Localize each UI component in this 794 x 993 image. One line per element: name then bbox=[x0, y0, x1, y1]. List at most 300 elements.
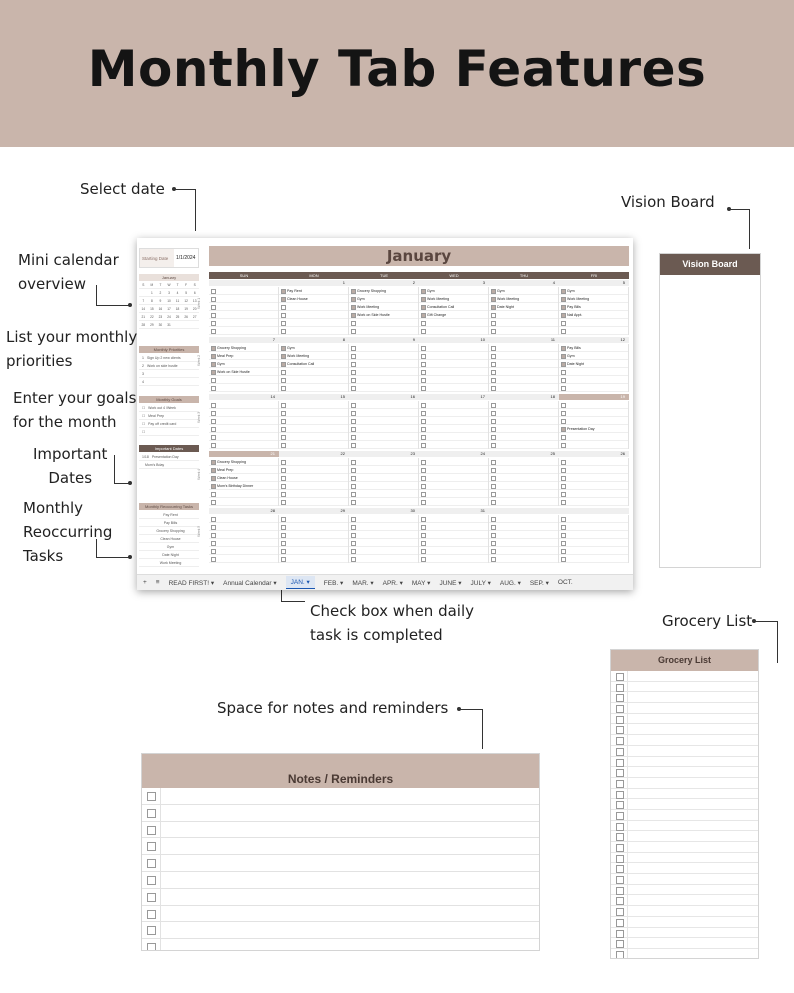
task-checkbox-cell[interactable]: Consultation Call bbox=[279, 360, 348, 368]
task-checkbox-cell[interactable] bbox=[489, 327, 558, 335]
mini-date-cell[interactable]: 25 bbox=[173, 313, 182, 321]
task-checkbox-cell[interactable] bbox=[349, 441, 418, 449]
sheet-tab[interactable]: MAR. ▾ bbox=[352, 579, 374, 587]
notes-checkbox-row[interactable] bbox=[142, 906, 539, 923]
task-checkbox-cell[interactable] bbox=[559, 401, 628, 409]
task-checkbox-cell[interactable] bbox=[559, 417, 628, 425]
task-checkbox-cell[interactable] bbox=[349, 327, 418, 335]
mini-date-cell[interactable]: 26 bbox=[182, 313, 191, 321]
task-checkbox-cell[interactable] bbox=[559, 555, 628, 563]
mini-date-cell[interactable]: 30 bbox=[156, 321, 165, 329]
grocery-list-title: Grocery List bbox=[611, 650, 758, 671]
grocery-checkbox-row[interactable] bbox=[611, 671, 758, 682]
task-checkbox-cell[interactable] bbox=[209, 555, 278, 563]
task-checkbox-cell[interactable] bbox=[419, 555, 488, 563]
mini-date-cell[interactable]: 7 bbox=[139, 297, 148, 305]
task-checkbox-cell[interactable]: Gym bbox=[489, 287, 558, 295]
task-checkbox-cell[interactable] bbox=[349, 555, 418, 563]
task-checkbox-cell[interactable] bbox=[559, 474, 628, 482]
recurring-task[interactable]: Date Night bbox=[139, 551, 199, 559]
notes-checkbox-row[interactable] bbox=[142, 939, 539, 951]
task-checkbox-cell[interactable] bbox=[419, 490, 488, 498]
task-checkbox-cell[interactable] bbox=[349, 482, 418, 490]
grocery-checkbox-row[interactable] bbox=[611, 906, 758, 917]
task-checkbox-cell[interactable] bbox=[209, 287, 278, 295]
starting-date-value[interactable]: 1/1/2024 bbox=[176, 255, 196, 261]
sheet-tab[interactable]: OCT. bbox=[557, 579, 573, 586]
task-checkbox-cell[interactable] bbox=[349, 417, 418, 425]
task-checkbox-cell[interactable] bbox=[489, 417, 558, 425]
task-checkbox-cell[interactable] bbox=[279, 433, 348, 441]
task-checkbox-cell[interactable] bbox=[209, 433, 278, 441]
task-checkbox-cell[interactable] bbox=[559, 368, 628, 376]
task-checkbox-cell[interactable] bbox=[559, 539, 628, 547]
task-checkbox-cell[interactable] bbox=[489, 482, 558, 490]
task-checkbox-cell[interactable] bbox=[419, 384, 488, 392]
task-checkbox-cell[interactable] bbox=[209, 441, 278, 449]
mini-date-cell[interactable]: 29 bbox=[148, 321, 157, 329]
mini-date-cell[interactable]: 20 bbox=[190, 305, 199, 313]
task-checkbox-cell[interactable] bbox=[419, 327, 488, 335]
sheet-tab[interactable]: Annual Calendar ▾ bbox=[223, 579, 277, 587]
task-checkbox-cell[interactable] bbox=[419, 401, 488, 409]
task-checkbox-cell[interactable] bbox=[349, 319, 418, 327]
mini-date-cell[interactable]: 12 bbox=[182, 297, 191, 305]
grocery-checkbox-row[interactable] bbox=[611, 746, 758, 757]
mini-date-cell[interactable]: 16 bbox=[156, 305, 165, 313]
task-checkbox-cell[interactable] bbox=[279, 441, 348, 449]
mini-date-cell[interactable]: 15 bbox=[148, 305, 157, 313]
task-checkbox-cell[interactable] bbox=[279, 466, 348, 474]
grocery-checkbox-row[interactable] bbox=[611, 724, 758, 735]
task-checkbox-cell[interactable]: Work Meeting bbox=[489, 295, 558, 303]
task-checkbox-cell[interactable] bbox=[349, 409, 418, 417]
task-checkbox-cell[interactable] bbox=[209, 295, 278, 303]
sheet-tab[interactable]: JAN. ▾ bbox=[286, 576, 315, 589]
grocery-checkbox-row[interactable] bbox=[611, 938, 758, 949]
task-checkbox-cell[interactable]: Work Meeting bbox=[349, 303, 418, 311]
task-checkbox-cell[interactable] bbox=[419, 344, 488, 352]
task-checkbox-cell[interactable]: Mom's Birthday Dinner bbox=[209, 482, 278, 490]
grocery-checkbox-row[interactable] bbox=[611, 895, 758, 906]
sheet-tab[interactable]: JULY ▾ bbox=[470, 579, 491, 587]
task-checkbox-cell[interactable] bbox=[419, 458, 488, 466]
sheet-tab[interactable]: FEB. ▾ bbox=[323, 579, 344, 587]
notes-checkbox-row[interactable] bbox=[142, 872, 539, 889]
task-checkbox-cell[interactable] bbox=[279, 482, 348, 490]
recurring-task[interactable]: Clean House bbox=[139, 535, 199, 543]
task-checkbox-cell[interactable] bbox=[489, 523, 558, 531]
task-checkbox-cell[interactable] bbox=[489, 319, 558, 327]
task-checkbox-cell[interactable] bbox=[489, 531, 558, 539]
task-checkbox-cell[interactable] bbox=[279, 303, 348, 311]
task-checkbox-cell[interactable]: Gym bbox=[559, 287, 628, 295]
task-checkbox-cell[interactable]: Grocery Shopping bbox=[209, 344, 278, 352]
task-checkbox-cell[interactable] bbox=[489, 555, 558, 563]
task-checkbox-cell[interactable]: Presentation Day bbox=[559, 425, 628, 433]
task-checkbox-cell[interactable]: Meal Prep bbox=[209, 352, 278, 360]
task-checkbox-cell[interactable] bbox=[349, 425, 418, 433]
priority-text: Sign Up 2 new clients bbox=[146, 356, 181, 360]
task-checkbox-cell[interactable]: Gym bbox=[349, 295, 418, 303]
mini-date-cell[interactable]: 2 bbox=[156, 289, 165, 297]
task-checkbox-cell[interactable] bbox=[489, 441, 558, 449]
task-checkbox-cell[interactable]: Pay Bills bbox=[559, 303, 628, 311]
mini-date-cell[interactable]: 18 bbox=[173, 305, 182, 313]
mini-date-cell[interactable]: 22 bbox=[148, 313, 157, 321]
task-checkbox-cell[interactable] bbox=[279, 474, 348, 482]
task-checkbox-cell[interactable] bbox=[419, 417, 488, 425]
task-checkbox-cell[interactable] bbox=[419, 523, 488, 531]
task-checkbox-cell[interactable] bbox=[559, 466, 628, 474]
task-checkbox-cell[interactable] bbox=[349, 458, 418, 466]
task-checkbox-cell[interactable] bbox=[279, 490, 348, 498]
task-checkbox-cell[interactable] bbox=[349, 466, 418, 474]
task-checkbox-cell[interactable] bbox=[209, 319, 278, 327]
mini-date-cell[interactable]: 4 bbox=[173, 289, 182, 297]
grocery-checkbox-row[interactable] bbox=[611, 789, 758, 800]
task-checkbox-cell[interactable] bbox=[489, 344, 558, 352]
task-checkbox-cell[interactable] bbox=[209, 401, 278, 409]
day-column bbox=[209, 344, 279, 392]
notes-checkbox-row[interactable] bbox=[142, 788, 539, 805]
task-checkbox-cell[interactable] bbox=[349, 490, 418, 498]
task-checkbox-cell[interactable]: Gift Change bbox=[419, 311, 488, 319]
day-number: 14 bbox=[270, 394, 275, 399]
day-column bbox=[559, 458, 629, 506]
task-checkbox-cell[interactable]: Pay Bills bbox=[559, 344, 628, 352]
mini-date-cell[interactable]: 19 bbox=[182, 305, 191, 313]
task-checkbox-cell[interactable] bbox=[209, 327, 278, 335]
goal-row[interactable] bbox=[139, 412, 199, 420]
mini-date-cell[interactable]: 31 bbox=[165, 321, 174, 329]
mini-date-cell[interactable]: 21 bbox=[139, 313, 148, 321]
goal-row[interactable] bbox=[139, 428, 199, 436]
priority-row[interactable] bbox=[139, 378, 199, 386]
checkbox-icon[interactable]: ☐ bbox=[142, 406, 146, 410]
task-checkbox-cell[interactable] bbox=[279, 515, 348, 523]
mini-date-cell[interactable]: 10 bbox=[165, 297, 174, 305]
task-checkbox-cell[interactable] bbox=[279, 376, 348, 384]
task-checkbox-cell[interactable] bbox=[419, 409, 488, 417]
priority-row[interactable] bbox=[139, 370, 199, 378]
task-checkbox-cell[interactable] bbox=[489, 368, 558, 376]
day-number: 16 bbox=[410, 394, 415, 399]
task-checkbox-cell[interactable] bbox=[349, 547, 418, 555]
task-checkbox-cell[interactable] bbox=[279, 327, 348, 335]
task-checkbox-cell[interactable] bbox=[279, 539, 348, 547]
task-checkbox-cell[interactable] bbox=[419, 319, 488, 327]
sheet-tab[interactable]: READ FIRST! ▾ bbox=[168, 579, 215, 587]
day-number: 7 bbox=[272, 337, 275, 342]
mini-date-cell[interactable]: 5 bbox=[182, 289, 191, 297]
task-checkbox-cell[interactable] bbox=[279, 531, 348, 539]
notes-checkbox-row[interactable] bbox=[142, 805, 539, 822]
task-checkbox-cell[interactable]: Grocery Shopping bbox=[349, 287, 418, 295]
task-checkbox-cell[interactable]: Work Meeting bbox=[419, 295, 488, 303]
grocery-checkbox-row[interactable] bbox=[611, 885, 758, 896]
task-checkbox-cell[interactable] bbox=[489, 376, 558, 384]
task-checkbox-cell[interactable] bbox=[559, 523, 628, 531]
task-checkbox-cell[interactable] bbox=[209, 425, 278, 433]
task-checkbox-cell[interactable] bbox=[349, 384, 418, 392]
task-checkbox-cell[interactable] bbox=[349, 360, 418, 368]
task-checkbox-cell[interactable] bbox=[349, 368, 418, 376]
task-checkbox-cell[interactable] bbox=[209, 417, 278, 425]
task-checkbox-cell[interactable] bbox=[209, 531, 278, 539]
grocery-checkbox-row[interactable] bbox=[611, 863, 758, 874]
task-checkbox-cell[interactable] bbox=[209, 490, 278, 498]
recurring-task[interactable]: Gym bbox=[139, 543, 199, 551]
sheet-tab[interactable]: SEP. ▾ bbox=[529, 579, 549, 587]
task-checkbox-cell[interactable] bbox=[349, 531, 418, 539]
task-checkbox-cell[interactable] bbox=[279, 401, 348, 409]
mini-date-cell[interactable]: 9 bbox=[156, 297, 165, 305]
task-checkbox-cell[interactable]: Date Night bbox=[559, 360, 628, 368]
task-checkbox-cell[interactable] bbox=[419, 482, 488, 490]
task-checkbox-cell[interactable] bbox=[559, 490, 628, 498]
grocery-checkbox-row[interactable] bbox=[611, 799, 758, 810]
task-checkbox-cell[interactable]: Gym bbox=[279, 344, 348, 352]
task-checkbox-cell[interactable] bbox=[489, 490, 558, 498]
task-checkbox-cell[interactable] bbox=[559, 482, 628, 490]
task-checkbox-cell[interactable] bbox=[209, 515, 278, 523]
task-checkbox-cell[interactable] bbox=[489, 458, 558, 466]
task-checkbox-cell[interactable] bbox=[209, 523, 278, 531]
important-date-text: Presentation Day bbox=[151, 455, 179, 459]
task-checkbox-cell[interactable] bbox=[279, 458, 348, 466]
goal-row[interactable] bbox=[139, 420, 199, 428]
grocery-checkbox-row[interactable] bbox=[611, 767, 758, 778]
sheet-tab[interactable]: JUNE ▾ bbox=[439, 579, 462, 587]
goal-row[interactable] bbox=[139, 404, 199, 412]
task-checkbox-cell[interactable] bbox=[419, 368, 488, 376]
task-checkbox-cell[interactable] bbox=[419, 425, 488, 433]
grocery-checkbox-row[interactable] bbox=[611, 831, 758, 842]
sheet-tabs-bar bbox=[137, 574, 633, 590]
task-checkbox-cell[interactable] bbox=[489, 547, 558, 555]
task-checkbox-cell[interactable] bbox=[349, 344, 418, 352]
task-checkbox-cell[interactable] bbox=[419, 515, 488, 523]
callout-text: Check box when daily bbox=[310, 602, 474, 620]
mini-date-cell[interactable]: 11 bbox=[173, 297, 182, 305]
task-checkbox-cell[interactable] bbox=[559, 531, 628, 539]
task-checkbox-cell[interactable] bbox=[349, 352, 418, 360]
task-checkbox-cell[interactable] bbox=[279, 311, 348, 319]
task-checkbox-cell[interactable]: Gym bbox=[209, 360, 278, 368]
task-checkbox-cell[interactable] bbox=[209, 498, 278, 506]
task-checkbox-cell[interactable] bbox=[209, 384, 278, 392]
mini-date-cell[interactable]: 13 bbox=[190, 297, 199, 305]
sheet-tab[interactable]: + bbox=[143, 579, 147, 586]
sheet-tab[interactable]: APR. ▾ bbox=[382, 579, 403, 587]
notes-checkbox-row[interactable] bbox=[142, 838, 539, 855]
task-checkbox-cell[interactable] bbox=[209, 547, 278, 555]
important-date-row[interactable] bbox=[139, 453, 199, 461]
grocery-checkbox-row[interactable] bbox=[611, 714, 758, 725]
task-checkbox-cell[interactable] bbox=[489, 515, 558, 523]
grocery-checkbox-row[interactable] bbox=[611, 757, 758, 768]
grocery-checkbox-row[interactable] bbox=[611, 821, 758, 832]
task-checkbox-cell[interactable] bbox=[349, 401, 418, 409]
task-checkbox-cell[interactable] bbox=[349, 376, 418, 384]
day-column bbox=[559, 344, 629, 392]
task-checkbox-cell[interactable] bbox=[489, 409, 558, 417]
task-checkbox-cell[interactable] bbox=[419, 539, 488, 547]
task-checkbox-cell[interactable] bbox=[279, 319, 348, 327]
grocery-checkbox-row[interactable] bbox=[611, 703, 758, 714]
grocery-checkbox-row[interactable] bbox=[611, 810, 758, 821]
task-checkbox-cell[interactable] bbox=[419, 547, 488, 555]
grocery-checkbox-row[interactable] bbox=[611, 692, 758, 703]
task-checkbox-cell[interactable] bbox=[489, 466, 558, 474]
task-checkbox-cell[interactable] bbox=[419, 474, 488, 482]
task-checkbox-cell[interactable] bbox=[349, 498, 418, 506]
mini-date-cell[interactable]: 6 bbox=[190, 289, 199, 297]
task-checkbox-cell[interactable] bbox=[279, 425, 348, 433]
task-checkbox-cell[interactable] bbox=[209, 409, 278, 417]
mini-date-cell[interactable]: 28 bbox=[139, 321, 148, 329]
grocery-checkbox-row[interactable] bbox=[611, 949, 758, 959]
task-checkbox-cell[interactable] bbox=[419, 498, 488, 506]
notes-checkbox-row[interactable] bbox=[142, 822, 539, 839]
task-checkbox-cell[interactable] bbox=[279, 384, 348, 392]
notes-checkbox-row[interactable] bbox=[142, 855, 539, 872]
task-checkbox-cell[interactable]: Meal Prep bbox=[209, 466, 278, 474]
mini-date-cell[interactable]: 3 bbox=[165, 289, 174, 297]
task-checkbox-cell[interactable] bbox=[559, 498, 628, 506]
task-checkbox-cell[interactable]: Clean House bbox=[209, 474, 278, 482]
priority-row[interactable] bbox=[139, 362, 199, 370]
task-checkbox-cell[interactable] bbox=[419, 376, 488, 384]
task-checkbox-cell[interactable] bbox=[489, 352, 558, 360]
task-checkbox-cell[interactable] bbox=[349, 515, 418, 523]
task-checkbox-cell[interactable]: Gym bbox=[419, 287, 488, 295]
task-checkbox-cell[interactable] bbox=[419, 352, 488, 360]
task-checkbox-cell[interactable]: Work on Side Hustle bbox=[209, 368, 278, 376]
task-checkbox-cell[interactable] bbox=[489, 360, 558, 368]
task-checkbox-cell[interactable]: Pay Rent bbox=[279, 287, 348, 295]
task-checkbox-cell[interactable] bbox=[209, 303, 278, 311]
checkbox-icon[interactable]: ☐ bbox=[142, 422, 146, 426]
recurring-task[interactable]: Grocery Shopping bbox=[139, 527, 199, 535]
priority-number: 1 bbox=[142, 356, 144, 360]
mini-date-cell[interactable]: 14 bbox=[139, 305, 148, 313]
task-checkbox-cell[interactable] bbox=[559, 547, 628, 555]
grocery-checkbox-row[interactable] bbox=[611, 842, 758, 853]
task-checkbox-cell[interactable]: Grocery Shopping bbox=[209, 458, 278, 466]
task-checkbox-cell[interactable]: Clean House bbox=[279, 295, 348, 303]
task-checkbox-cell[interactable] bbox=[349, 474, 418, 482]
task-checkbox-cell[interactable] bbox=[279, 555, 348, 563]
task-checkbox-cell[interactable] bbox=[279, 368, 348, 376]
checkbox-icon[interactable]: ☐ bbox=[142, 430, 146, 434]
task-checkbox-cell[interactable] bbox=[559, 433, 628, 441]
grocery-checkbox-row[interactable] bbox=[611, 917, 758, 928]
recurring-task[interactable]: Pay Bills bbox=[139, 519, 199, 527]
mini-date-cell[interactable]: 8 bbox=[148, 297, 157, 305]
mini-date-cell[interactable]: 24 bbox=[165, 313, 174, 321]
important-dates-title: Important Dates bbox=[139, 445, 199, 452]
task-checkbox-cell[interactable] bbox=[209, 311, 278, 319]
task-checkbox-cell[interactable] bbox=[279, 547, 348, 555]
task-checkbox-cell[interactable] bbox=[419, 531, 488, 539]
grocery-checkbox-row[interactable] bbox=[611, 853, 758, 864]
task-checkbox-cell[interactable] bbox=[559, 409, 628, 417]
task-checkbox-cell[interactable] bbox=[419, 360, 488, 368]
day-column bbox=[279, 287, 349, 335]
task-checkbox-cell[interactable]: Consultation Call bbox=[419, 303, 488, 311]
mini-date-cell[interactable]: 27 bbox=[190, 313, 199, 321]
task-checkbox-cell[interactable] bbox=[559, 319, 628, 327]
grocery-checkbox-row[interactable] bbox=[611, 928, 758, 939]
sheet-tab[interactable]: MAY ▾ bbox=[411, 579, 431, 587]
task-checkbox-cell[interactable]: Gym bbox=[559, 352, 628, 360]
notes-checkbox-row[interactable] bbox=[142, 889, 539, 906]
task-checkbox-cell[interactable]: Work on Side Hustle bbox=[349, 311, 418, 319]
sheet-tab[interactable]: AUG. ▾ bbox=[499, 579, 521, 587]
task-checkbox-cell[interactable] bbox=[419, 441, 488, 449]
task-checkbox-cell[interactable] bbox=[279, 409, 348, 417]
task-checkbox-cell[interactable] bbox=[559, 458, 628, 466]
grocery-checkbox-row[interactable] bbox=[611, 874, 758, 885]
mini-date-cell[interactable]: 23 bbox=[156, 313, 165, 321]
task-checkbox-cell[interactable] bbox=[489, 384, 558, 392]
task-checkbox-cell[interactable] bbox=[419, 433, 488, 441]
task-checkbox-cell[interactable] bbox=[489, 498, 558, 506]
task-checkbox-cell[interactable] bbox=[349, 523, 418, 531]
task-checkbox-cell[interactable] bbox=[279, 523, 348, 531]
task-checkbox-cell[interactable] bbox=[489, 401, 558, 409]
task-checkbox-cell[interactable] bbox=[559, 376, 628, 384]
task-checkbox-cell[interactable] bbox=[279, 498, 348, 506]
mini-date-cell[interactable]: 1 bbox=[148, 289, 157, 297]
task-checkbox-cell[interactable] bbox=[559, 441, 628, 449]
task-checkbox-cell[interactable]: Date Night bbox=[489, 303, 558, 311]
task-checkbox-cell[interactable] bbox=[559, 515, 628, 523]
task-checkbox-cell[interactable] bbox=[279, 417, 348, 425]
task-checkbox-cell[interactable] bbox=[489, 311, 558, 319]
task-checkbox-cell[interactable] bbox=[489, 433, 558, 441]
grocery-checkbox-row[interactable] bbox=[611, 778, 758, 789]
task-checkbox-cell[interactable] bbox=[349, 539, 418, 547]
task-checkbox-cell[interactable]: Work Meeting bbox=[559, 295, 628, 303]
task-checkbox-cell[interactable] bbox=[419, 466, 488, 474]
notes-checkbox-row[interactable] bbox=[142, 922, 539, 939]
task-checkbox-cell[interactable] bbox=[489, 474, 558, 482]
task-checkbox-cell[interactable] bbox=[489, 425, 558, 433]
task-checkbox-cell[interactable] bbox=[209, 376, 278, 384]
sheet-tab[interactable]: ≡ bbox=[155, 579, 160, 586]
task-checkbox-cell[interactable]: Work Meeting bbox=[279, 352, 348, 360]
grocery-checkbox-row[interactable] bbox=[611, 682, 758, 693]
recurring-task[interactable]: Work Meeting bbox=[139, 559, 199, 567]
callout-goals bbox=[13, 386, 136, 434]
grocery-checkbox-row[interactable] bbox=[611, 735, 758, 746]
task-checkbox-cell[interactable] bbox=[489, 539, 558, 547]
task-checkbox-cell[interactable]: Nail Appt. bbox=[559, 311, 628, 319]
task-checkbox-cell[interactable] bbox=[559, 384, 628, 392]
task-checkbox-cell[interactable] bbox=[559, 327, 628, 335]
recurring-task[interactable]: Pay Rent bbox=[139, 511, 199, 519]
task-checkbox-cell[interactable] bbox=[209, 539, 278, 547]
priority-row[interactable] bbox=[139, 354, 199, 362]
starting-date-box[interactable] bbox=[139, 248, 199, 268]
checkbox-icon[interactable]: ☐ bbox=[142, 414, 146, 418]
task-checkbox-cell[interactable] bbox=[349, 433, 418, 441]
mini-date-cell[interactable]: 17 bbox=[165, 305, 174, 313]
important-date-row[interactable] bbox=[139, 461, 199, 469]
